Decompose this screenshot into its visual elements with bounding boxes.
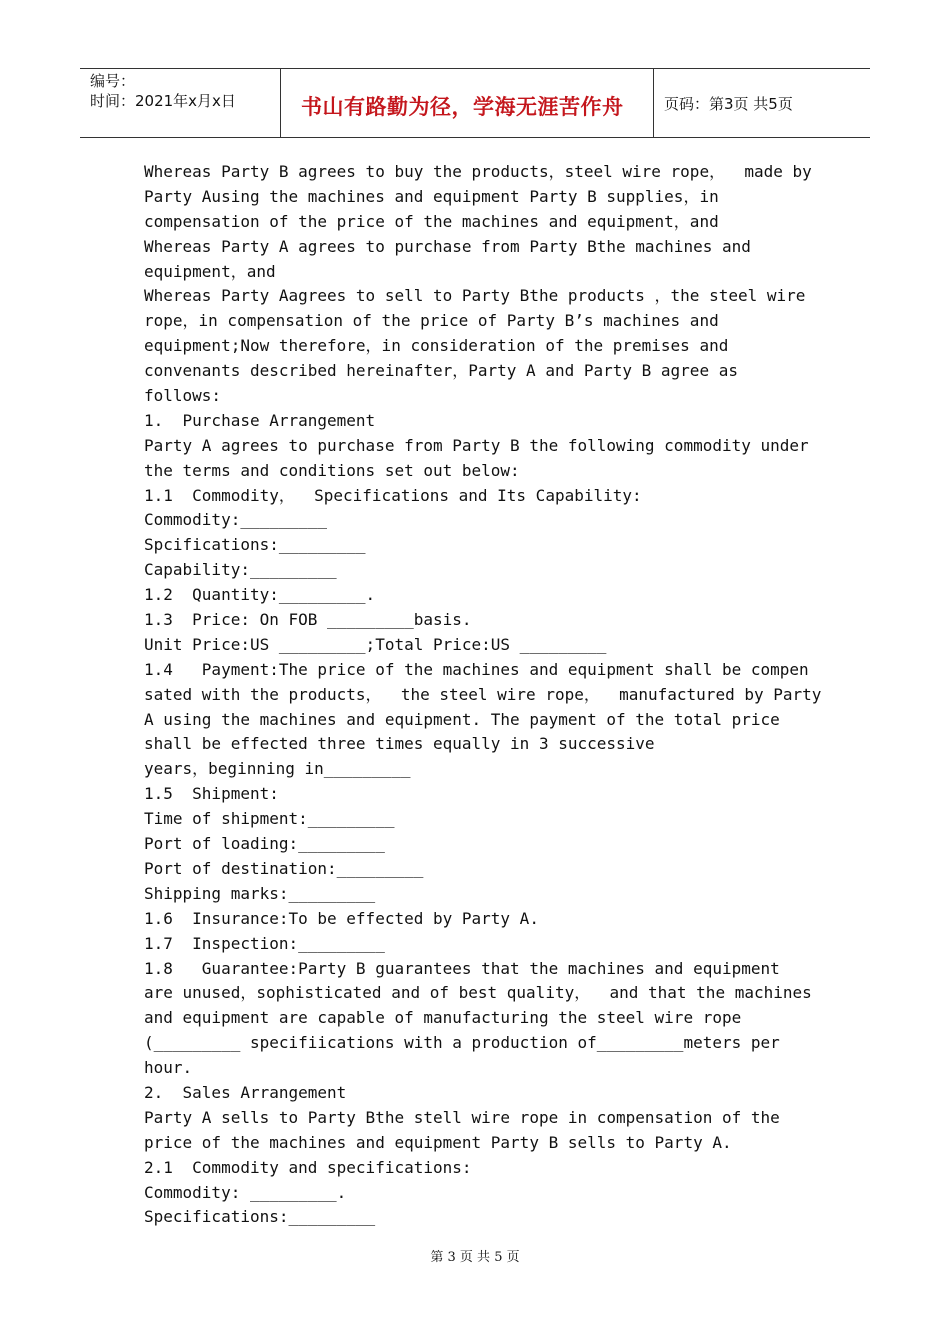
text-line: Specifications:_________: [144, 1207, 376, 1227]
text-line: price of the machines and equipment Party B sells to Party A.: [144, 1132, 732, 1152]
document-number-label: 编号：: [90, 72, 136, 90]
header-meta-cell: [80, 69, 281, 137]
text-line: (_________ specifiications with a production of_________meters per: [144, 1033, 780, 1053]
text-line: 1.3 Price: On FOB _________basis.: [144, 610, 472, 630]
text-line: Whereas Party A agrees to purchase from Party Bthe machines and: [144, 236, 751, 256]
text-line: shall be effected three times equally in 3 successive: [144, 734, 655, 754]
text-line: 1. Purchase Arrangement: [144, 410, 376, 430]
text-line: Whereas Party B agrees to buy the products，steel wire rope， made by: [144, 162, 812, 181]
text-line: 1.5 Shipment:: [144, 784, 279, 804]
text-line: Spcifications:_________: [144, 535, 366, 555]
text-line: years，beginning in_________: [144, 759, 411, 779]
text-line: equipment，and: [144, 261, 276, 281]
header-page-number: 页码：第3页 共5页: [664, 95, 793, 113]
document-time-label: 时间：2021年x月x日: [90, 92, 236, 110]
page-footer: 第 3 页 共 5 页: [430, 1250, 520, 1265]
text-line: convenants described hereinafter，Party A and Party B agree as: [144, 361, 738, 381]
text-line: A using the machines and equipment. The payment of the total price: [144, 709, 780, 729]
text-line: Port of loading:_________: [144, 834, 385, 854]
text-line: 1.7 Inspection:_________: [144, 933, 385, 953]
text-line: and equipment are capable of manufacturing the steel wire rope: [144, 1008, 742, 1028]
text-line: Port of destination:_________: [144, 858, 424, 878]
text-line: the terms and conditions set out below:: [144, 460, 520, 480]
header-motto: 书山有路勤为径，学海无涯苦作舟: [301, 95, 624, 119]
text-line: Capability:_________: [144, 560, 337, 580]
text-line: Time of shipment:_________: [144, 809, 395, 829]
text-line: hour.: [144, 1058, 193, 1078]
text-line: Party A agrees to purchase from Party B the following commodity under: [144, 435, 809, 455]
text-line: 1.8 Guarantee:Party B guarantees that the machines and equipment: [144, 958, 780, 978]
text-line: Commodity:_________: [144, 510, 328, 530]
text-line: Shipping marks:_________: [144, 883, 376, 903]
text-line: are unused，sophisticated and of best quality， and that the machines: [144, 983, 812, 1003]
contract-body: [144, 160, 824, 1230]
text-line: rope，in compensation of the price of Party B’s machines and: [144, 311, 719, 331]
text-line: 1.2 Quantity:_________.: [144, 585, 376, 605]
page-header: [80, 68, 870, 138]
text-line: follows:: [144, 386, 222, 406]
text-line: Whereas Party Aagrees to sell to Party Bthe products ，the steel wire: [144, 286, 806, 306]
header-motto-cell: [281, 69, 654, 137]
text-line: equipment;Now therefore，in consideration of the premises and: [144, 336, 729, 356]
text-line: 1.1 Commodity， Specifications and Its Capability:: [144, 485, 642, 505]
text-line: 1.6 Insurance:To be effected by Party A.: [144, 908, 539, 928]
text-line: 1.4 Payment:The price of the machines and equipment shall be compen: [144, 659, 809, 679]
text-line: compensation of the price of the machines and equipment，and: [144, 211, 719, 231]
text-line: Unit Price:US _________;Total Price:US _________: [144, 634, 607, 654]
text-line: Party Ausing the machines and equipment Party B supplies，in: [144, 186, 719, 206]
text-line: sated with the products， the steel wire rope， manufactured by Party: [144, 684, 822, 704]
text-line: Commodity: _________.: [144, 1182, 347, 1202]
text-line: 2. Sales Arrangement: [144, 1082, 347, 1102]
text-line: 2.1 Commodity and specifications:: [144, 1157, 472, 1177]
text-line: Party A sells to Party Bthe stell wire rope in compensation of the: [144, 1107, 780, 1127]
